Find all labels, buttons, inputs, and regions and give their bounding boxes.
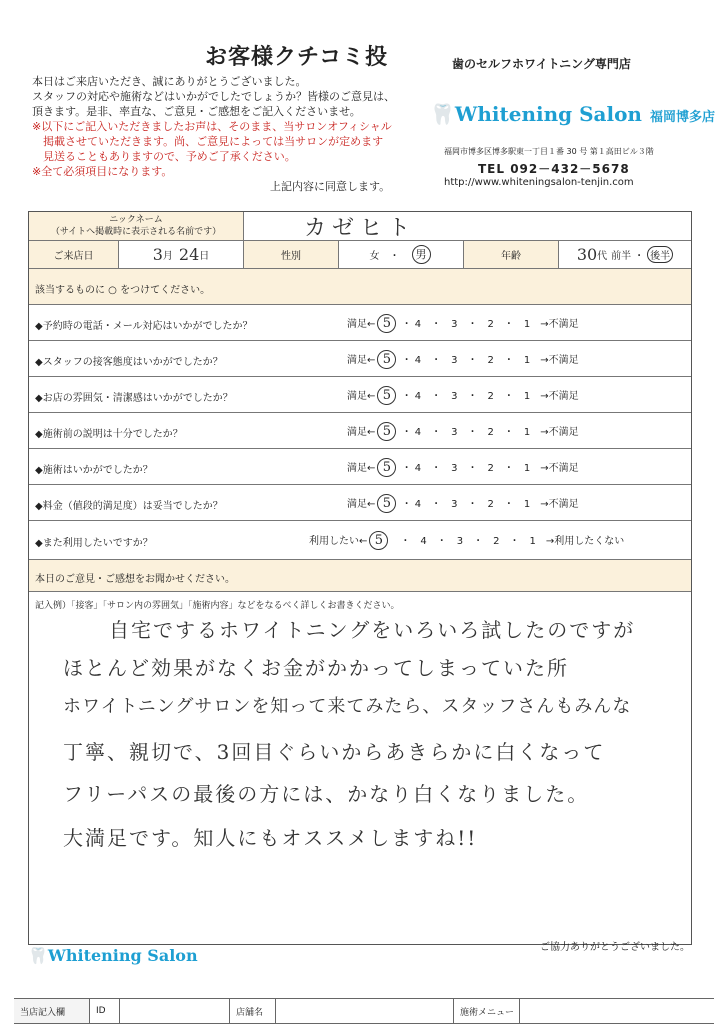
scale-left-label: 満足← xyxy=(347,355,376,366)
rating-option: 3 xyxy=(451,355,458,366)
scale-right-label: →不満足 xyxy=(540,391,579,402)
agree-text: 上記内容に同意します。 xyxy=(270,180,391,193)
nickname-row xyxy=(29,212,691,241)
instruction-row xyxy=(29,269,691,305)
age-value[interactable]: 30 代 前半 ・ 後半 xyxy=(559,241,691,268)
revisit-option: 1 xyxy=(529,536,536,547)
rating-scale[interactable]: 満足← 5 ・ 4 ・ 3 ・ 2 ・ 1 →不満足 xyxy=(347,496,579,511)
scale-right-label: →不満足 xyxy=(540,427,579,438)
scale-left-label: 満足← xyxy=(347,391,376,402)
rating-option: 2 xyxy=(487,427,494,438)
rating-scale[interactable]: 満足← 5 ・ 4 ・ 3 ・ 2 ・ 1 →不満足 xyxy=(347,460,579,475)
rating-selected[interactable]: 5 xyxy=(377,350,396,369)
rating-option: 2 xyxy=(487,319,494,330)
revisit-option: 2 xyxy=(493,536,500,547)
rating-selected[interactable]: 5 xyxy=(377,422,396,441)
visit-date[interactable] xyxy=(119,241,244,268)
rating-selected[interactable]: 5 xyxy=(377,494,396,513)
rating-selected[interactable]: 5 xyxy=(377,458,396,477)
rating-option: 4 xyxy=(414,319,422,330)
rating-option: 4 xyxy=(414,499,422,510)
comment-header-row xyxy=(29,560,691,592)
rating-option: 1 xyxy=(523,463,531,474)
scale-right-label: →不満足 xyxy=(540,319,579,330)
menu-label: 施術メニュー xyxy=(454,999,520,1023)
gender-options[interactable]: 女 ・ 男 xyxy=(339,241,464,268)
shop-tagline: 歯のセルフホワイトニング専門店 xyxy=(452,57,631,71)
scale-left-label: 満足← xyxy=(347,499,376,510)
comment-line: 丁寧、親切で、3回目ぐらいからあきらかに白くなって xyxy=(63,740,606,764)
rating-option: 1 xyxy=(523,319,531,330)
rating-option: 2 xyxy=(487,391,494,402)
comment-line: 大満足です。知人にもオススメしますね!! xyxy=(63,826,478,850)
gender-male-circled: 男 xyxy=(412,245,431,264)
rating-selected[interactable]: 5 xyxy=(377,314,396,333)
age-number: 30 xyxy=(576,245,598,264)
intro-line: 頂きます。是非、率直な、ご意見・ご感想をご記入くださいませ。 xyxy=(32,105,361,118)
rating-option: 1 xyxy=(523,499,531,510)
visit-day: 24 xyxy=(178,245,200,264)
visit-month: 3 xyxy=(152,245,163,264)
scale-left-label: 満足← xyxy=(347,463,376,474)
comment-line: ほとんど効果がなくお金がかかってしまっていた所 xyxy=(63,656,569,680)
rating-scale[interactable]: 満足← 5 ・ 4 ・ 3 ・ 2 ・ 1 →不満足 xyxy=(347,316,579,331)
visit-row xyxy=(29,241,691,269)
intro-line: 本日はご来店いただき、誠にありがとうございました。 xyxy=(32,75,307,88)
question-text: ◆予約時の電話・メール対応はいかがでしたか？ xyxy=(35,321,253,332)
revisit-option: 3 xyxy=(456,536,464,547)
question-text: ◆施術前の説明は十分でしたか？ xyxy=(35,429,183,440)
rating-option: 1 xyxy=(523,355,531,366)
day-unit: 日 xyxy=(199,251,210,262)
question-row xyxy=(29,485,691,521)
month-unit: 月 xyxy=(162,251,173,262)
nickname-value[interactable]: カゼヒト xyxy=(304,215,417,241)
question-text: ◆お店の雰囲気・清潔感はいかがでしたか？ xyxy=(35,393,233,404)
question-row xyxy=(29,449,691,485)
shop-tel: TEL 092－432－5678 xyxy=(478,162,630,176)
store-field-label: 当店記入欄 xyxy=(14,999,90,1023)
rating-option: 2 xyxy=(487,463,494,474)
revisit-row xyxy=(29,521,691,560)
shop-card xyxy=(430,40,715,190)
instruction-text: 該当するものに ○ をつけてください。 xyxy=(35,285,211,296)
comment-line: フリーパスの最後の方には、かなり白くなりました。 xyxy=(63,782,590,806)
store-name-label: 店舗名 xyxy=(230,999,276,1023)
bottom-logo-text: Whitening Salon xyxy=(47,946,198,965)
rating-option: 1 xyxy=(523,427,531,438)
age-first-half: 前半 xyxy=(611,251,632,262)
scale-left-label: 満足← xyxy=(347,427,376,438)
id-label: ID xyxy=(90,999,120,1023)
rating-option: 3 xyxy=(451,499,458,510)
tooth-icon: 🦷 xyxy=(28,946,48,965)
rating-selected[interactable]: 5 xyxy=(377,386,396,405)
intro-text xyxy=(32,74,417,179)
age-unit: 代 xyxy=(597,251,608,262)
revisit-left-label: 利用したい← xyxy=(309,536,368,547)
gender-female: 女 xyxy=(369,251,380,262)
rating-option: 4 xyxy=(414,355,422,366)
age-label: 年齢 xyxy=(464,241,559,268)
rating-option: 2 xyxy=(487,355,494,366)
question-row xyxy=(29,377,691,413)
scale-right-label: →不満足 xyxy=(540,463,579,474)
scale-right-label: →不満足 xyxy=(540,499,579,510)
question-text: ◆施術はいかがでしたか？ xyxy=(35,465,153,476)
rating-scale[interactable]: 満足← 5 ・ 4 ・ 3 ・ 2 ・ 1 →不満足 xyxy=(347,424,579,439)
shop-logo xyxy=(430,102,715,126)
revisit-selected[interactable]: 5 xyxy=(369,531,388,550)
store-use-footer xyxy=(14,998,714,1024)
question-row xyxy=(29,341,691,377)
rating-option: 4 xyxy=(414,427,422,438)
store-name-input[interactable] xyxy=(276,999,454,1023)
comment-line: ホワイトニングサロンを知って来てみたら、スタッフさんもみんな xyxy=(63,696,632,717)
rating-scale[interactable]: 満足← 5 ・ 4 ・ 3 ・ 2 ・ 1 →不満足 xyxy=(347,352,579,367)
scale-left-label: 満足← xyxy=(347,319,376,330)
notice-line: ※以下にご記入いただきましたお声は、そのまま、当サロンオフィシャル xyxy=(32,120,392,133)
comment-header: 本日のご意見・ご感想をお聞かせください。 xyxy=(35,574,235,585)
intro-line: スタッフの対応や施術などはいかがでしたでしょうか？皆様のご意見は、 xyxy=(32,90,395,103)
question-text: ◆料金（値段的満足度）は妥当でしたか？ xyxy=(35,501,223,512)
shop-url: http://www.whiteningsalon-tenjin.com xyxy=(444,177,634,188)
survey-form xyxy=(28,211,692,945)
revisit-question: ◆また利用したいですか？ xyxy=(35,538,153,549)
rating-option: 3 xyxy=(451,427,458,438)
rating-option: 3 xyxy=(451,391,458,402)
rating-option: 3 xyxy=(451,319,458,330)
notice-line: ※全て必須項目になります。 xyxy=(32,165,173,178)
id-input[interactable] xyxy=(120,999,230,1023)
scale-right-label: →不満足 xyxy=(540,355,579,366)
page-title: お客様クチコミ投 xyxy=(205,45,389,70)
bottom-logo xyxy=(28,946,198,965)
question-text: ◆スタッフの接客態度はいかがでしたか？ xyxy=(35,357,223,368)
comment-example: 記入例）「接客」「サロン内の雰囲気」「施術内容」などをなるべく詳しくお書きください。 xyxy=(35,601,400,611)
rating-option: 2 xyxy=(487,499,494,510)
shop-address: 福岡市博多区博多駅東一丁目１番 30 号 第１高田ビル３階 xyxy=(444,147,654,156)
visit-label: ご来店日 xyxy=(29,241,119,268)
notice-line: 見送ることもありますので、予めご了承ください。 xyxy=(32,150,296,163)
comment-line: 自宅でするホワイトニングをいろいろ試したのですが xyxy=(109,618,636,642)
rating-option: 4 xyxy=(414,463,422,474)
nickname-label: ニックネーム （サイトへ掲載時に表示される名前です） xyxy=(29,212,244,240)
revisit-scale[interactable]: 利用したい← 5 ・ 4 ・ 3 ・ 2 ・ 1 →利用したくない xyxy=(309,533,625,548)
thanks-text: ご協力ありがとうございました。 xyxy=(540,942,690,953)
logo-text: Whitening Salon xyxy=(454,102,642,126)
age-second-half-circled: 後半 xyxy=(647,246,673,263)
menu-input[interactable] xyxy=(520,999,714,1023)
revisit-right-label: →利用したくない xyxy=(545,536,625,547)
revisit-option: 4 xyxy=(420,536,427,547)
tooth-icon: 🦷 xyxy=(430,102,455,126)
gender-label: 性別 xyxy=(244,241,339,268)
comment-area[interactable] xyxy=(29,592,691,944)
rating-scale[interactable]: 満足← 5 ・ 4 ・ 3 ・ 2 ・ 1 →不満足 xyxy=(347,388,579,403)
rating-option: 1 xyxy=(523,391,531,402)
question-row xyxy=(29,413,691,449)
rating-option: 3 xyxy=(451,463,458,474)
notice-line: 掲載させていただきます。尚、ご意見によっては当サロンが定めます xyxy=(32,135,384,148)
rating-option: 4 xyxy=(414,391,422,402)
branch-name: 福岡博多店 xyxy=(649,110,715,125)
question-row xyxy=(29,305,691,341)
